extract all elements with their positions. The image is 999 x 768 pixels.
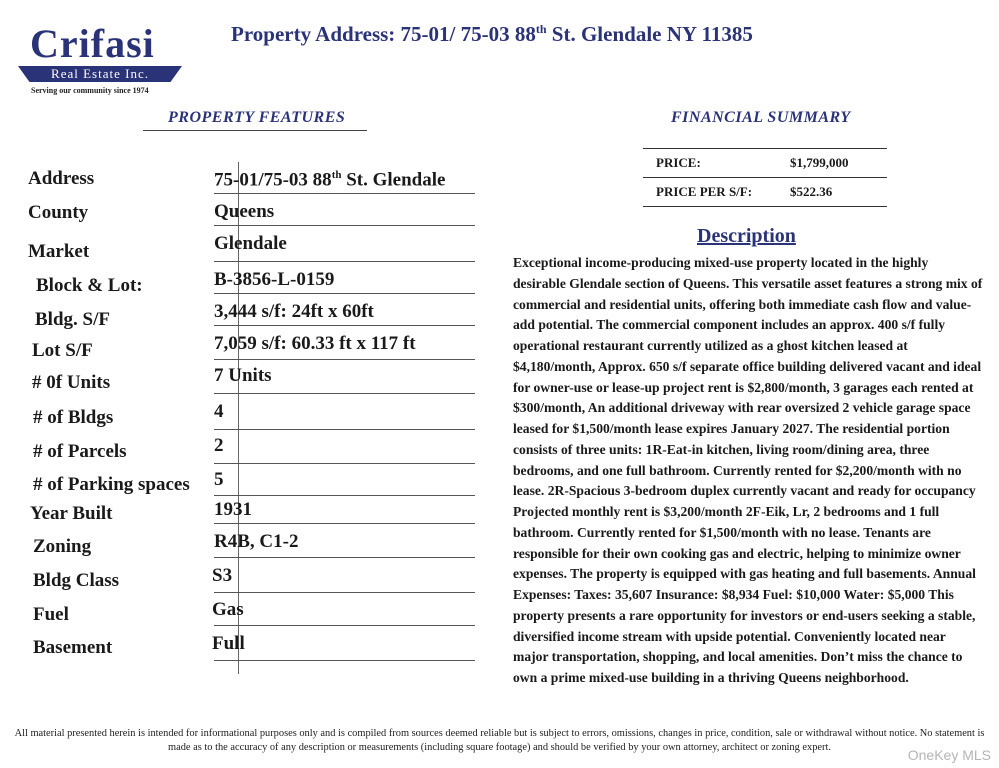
- feature-row-fuel: [28, 592, 474, 624]
- logo-name: Crifasi: [30, 21, 155, 66]
- feature-label: County: [28, 202, 89, 223]
- feature-label: # 0f Units: [32, 372, 111, 393]
- description-title: Description: [697, 225, 796, 247]
- feature-value: Glendale: [214, 233, 287, 254]
- feature-value: Gas: [212, 599, 244, 620]
- feature-value: Full: [212, 633, 245, 654]
- financial-label: PRICE:: [656, 155, 701, 170]
- mls-watermark: OneKey MLS: [907, 747, 991, 763]
- header-prefix: Property Address: 75-01/ 75-03 88: [231, 22, 536, 46]
- feature-row-parking: [28, 462, 474, 494]
- feature-value-sup: th: [331, 168, 342, 181]
- feature-label: # of Parking spaces: [33, 474, 190, 495]
- feature-row-bldgs: [28, 394, 474, 426]
- feature-label: Address: [28, 168, 95, 189]
- feature-row-parcels: [28, 428, 474, 460]
- feature-label: Bldg Class: [33, 570, 120, 591]
- feature-value-main: 75-01/75-03 88: [214, 169, 332, 190]
- feature-row-market: [28, 226, 474, 262]
- feature-label: Year Built: [30, 503, 113, 524]
- property-features-table: [28, 0, 478, 768]
- feature-value: 2: [214, 435, 224, 456]
- financial-value: $522.36: [790, 184, 833, 199]
- financial-row-price-per-sf: [643, 178, 887, 207]
- feature-row-county: [28, 194, 474, 226]
- feature-label: Block & Lot:: [36, 275, 143, 296]
- feature-row-units: [28, 358, 474, 393]
- row-rule: [214, 660, 475, 661]
- feature-row-address: [28, 162, 474, 194]
- feature-value: 1931: [214, 499, 252, 520]
- feature-label: Basement: [33, 637, 113, 658]
- feature-value: S3: [212, 565, 233, 586]
- header-sup: th: [535, 22, 547, 36]
- feature-value: [214, 169, 445, 191]
- feature-label: Market: [28, 241, 90, 262]
- header-suffix: St. Glendale NY 11385: [546, 22, 753, 46]
- disclaimer-text: All material presented herein is intended for informational purposes only and is compiled from sources deemed reliable but is subject to errors, omissions, changes in price, condition, sale or withdrawal without notice. No statement is made as to the accuracy of any description or measurements (including square footage) and should be verified by your own attorney, architect or zoning expert.: [14, 728, 985, 753]
- feature-row-lot-sf: [28, 326, 474, 361]
- property-features-title: PROPERTY FEATURES: [168, 109, 346, 126]
- feature-value: Queens: [214, 201, 275, 222]
- feature-value: B-3856-L-0159: [214, 269, 335, 290]
- feature-label: Zoning: [33, 536, 92, 557]
- feature-row-year-built: [28, 492, 474, 524]
- feature-row-basement: [28, 626, 474, 658]
- feature-value-suffix: St. Glendale: [341, 169, 446, 190]
- logo-subtitle: Real Estate Inc.: [51, 66, 149, 81]
- feature-value: 5: [214, 469, 224, 490]
- feature-label: # of Parcels: [33, 441, 127, 462]
- description-body: Exceptional income-producing mixed-use property located in the highly desirable Glendale section of Queens. This versatile asset features a strong mix of commercial and residential units, offering both immediate cash flow and value-add potential. The commercial component includes an approx. 400 s/f fully operational restaurant currently utilized as a ghost kitchen leased at $4,180/month, Approx. 650 s/f separate office building delivered vacant and ideal for owner-use or lease-up project rent is $2,800/month, 3 garages each rented at $300/month, An additional driveway with rear oversized 2 vehicle garage space leased for $1,500/month lease expires January 2027. The residential portion consists of three units: 1R-Eat-in kitchen, living room/dining area, three bedrooms, and one full bathroom. Currently rented for $2,200/month with no lease. 2R-Spacious 3-bedroom duplex currently vacant and ready for occupancy Projected monthly rent is $3,200/month 2F-Eik, Lr, 2 bedrooms and 1 full bathroom. Currently rented for $1,500/month with no lease. Tenants are responsible for their own cooking gas and electric, helping to minimize owner expenses. The property is equipped with gas heating and full basements. Annual Expenses: Taxes: 35,607 Insurance: $8,934 Fuel: $10,000 Water: $5,000 This property presents a rare opportunity for investors or end-users seeking a stable, diversified income stream with upside potential. Conveniently located near major transportation, shopping, and local amenities. Don’t miss the chance to own a prime mixed-use building in a thriving Queens neighborhood.: [513, 255, 983, 685]
- feature-label: Lot S/F: [32, 340, 93, 361]
- feature-value: 3,444 s/f: 24ft x 60ft: [214, 301, 374, 322]
- feature-row-block-lot: [28, 262, 474, 294]
- feature-row-zoning: [28, 524, 474, 556]
- feature-label: # of Bldgs: [33, 407, 114, 428]
- financial-summary-table: [643, 148, 887, 207]
- financial-value: $1,799,000: [790, 155, 849, 170]
- feature-label: Bldg. S/F: [35, 309, 110, 330]
- financial-summary-title: FINANCIAL SUMMARY: [671, 109, 851, 126]
- financial-row-price: [643, 148, 887, 178]
- feature-value: R4B, C1-2: [214, 531, 299, 552]
- feature-label: Fuel: [33, 604, 69, 625]
- financial-label: PRICE PER S/F:: [656, 184, 753, 199]
- feature-row-bldg-class: [28, 558, 474, 590]
- feature-value: 4: [214, 401, 224, 422]
- feature-value: 7 Units: [214, 365, 272, 386]
- feature-row-bldg-sf: [28, 294, 474, 330]
- feature-value: 7,059 s/f: 60.33 ft x 117 ft: [214, 333, 416, 354]
- logo-tagline: Serving our community since 1974: [31, 86, 149, 95]
